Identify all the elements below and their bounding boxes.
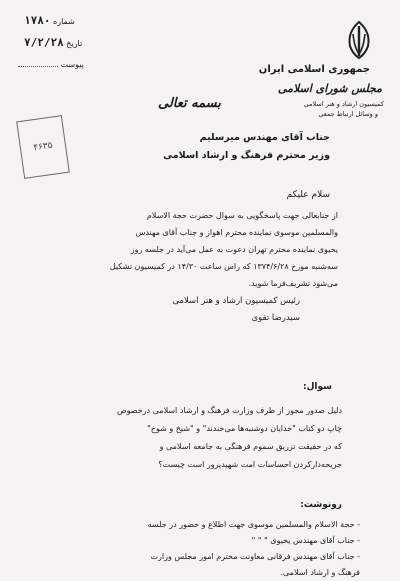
question-line: دلیل صدور مجوز از طرف وزارت فرهنگ و ارشاد اسلامی درخصوص (116, 406, 342, 415)
body-line: سه‌شنبه مورخ ۱۳۷۴/۶/۲۸ که راس ساعت ۱۴/۳۰ در کمیسیون تشکیل (109, 262, 338, 271)
letter-number-value: ۱۷۸۰ (24, 14, 51, 27)
letterhead-subtitle: مجلس شورای اسلامی (277, 82, 382, 95)
iran-emblem-icon (342, 18, 376, 62)
copy-item: فرهنگ و ارشاد اسلامی. (280, 568, 360, 577)
body-line: یحیوی نماینده محترم تهران دعوت به عمل می‌آید در جلسه روز (130, 245, 338, 254)
signatory-name: سیدرضا تقوی (251, 313, 300, 323)
letter-date-value: ۷/۲/۲۸ (24, 36, 64, 49)
question-line: که در حقیقت تزریق سموم فرهنگی به جامعه اسلامی و (159, 442, 342, 451)
letterhead-department-line2: و وسائل ارتباط جمعی (318, 110, 378, 118)
letter-number-label: شماره (53, 17, 75, 26)
basmala: بسمه تعالی (158, 96, 221, 111)
received-stamp (16, 115, 70, 179)
body-line: می‌شود تشریف‌فرما شوید. (248, 279, 338, 288)
copies-list (30, 517, 360, 581)
question-heading: سوال: (303, 382, 332, 392)
copy-item: - جناب آقای مهندس فرقانی معاونت محترم امور مجلس وزارت (150, 552, 360, 561)
addressee-name: جناب آقای مهندس میرسلیم (199, 132, 330, 143)
letter-attachment-label: پیوست (60, 60, 84, 69)
copy-item: - حجة الاسلام والمسلمین موسوی جهت اطلاع و حضور در جلسه (147, 520, 360, 529)
body-line: والمسلمین موسوی نماینده محترم اهواز و جناب آقای مهندس (135, 228, 338, 237)
letterhead-title: جمهوری اسلامی ایران (258, 64, 370, 75)
greeting: سلام علیکم (286, 190, 330, 200)
signatory-title: رئیس کمیسیون ارشاد و هنر اسلامی (172, 296, 300, 306)
question-body (42, 402, 342, 474)
body-paragraph (42, 207, 338, 292)
letter-attachment (18, 60, 84, 69)
addressee-title: وزیر محترم فرهنگ و ارشاد اسلامی (163, 150, 330, 161)
body-line: از جنابعالی جهت پاسخگویی به سوال حضرت حجة الاسلام (146, 211, 338, 220)
letterhead-department-line1: کمیسیون ارشاد و هنر اسلامی (303, 100, 384, 108)
received-stamp-number: ۴۶۳۵ (32, 140, 54, 154)
letter-date-label: تاریخ (66, 39, 83, 48)
question-line: جریحه‌دارکردن احساسات امت شهیدپرور است چیست؟ (158, 460, 342, 469)
letter-number (18, 14, 75, 27)
copies-heading: رونوشت: (300, 500, 342, 510)
question-line: چاپ دو کتاب "خدایان دوشنبه‌ها می‌خندند" و "شیخ و شوخ" (147, 424, 342, 433)
letter-date (18, 36, 82, 49)
copy-item: - جناب آقای مهندس یحیوی " " " (251, 536, 360, 545)
